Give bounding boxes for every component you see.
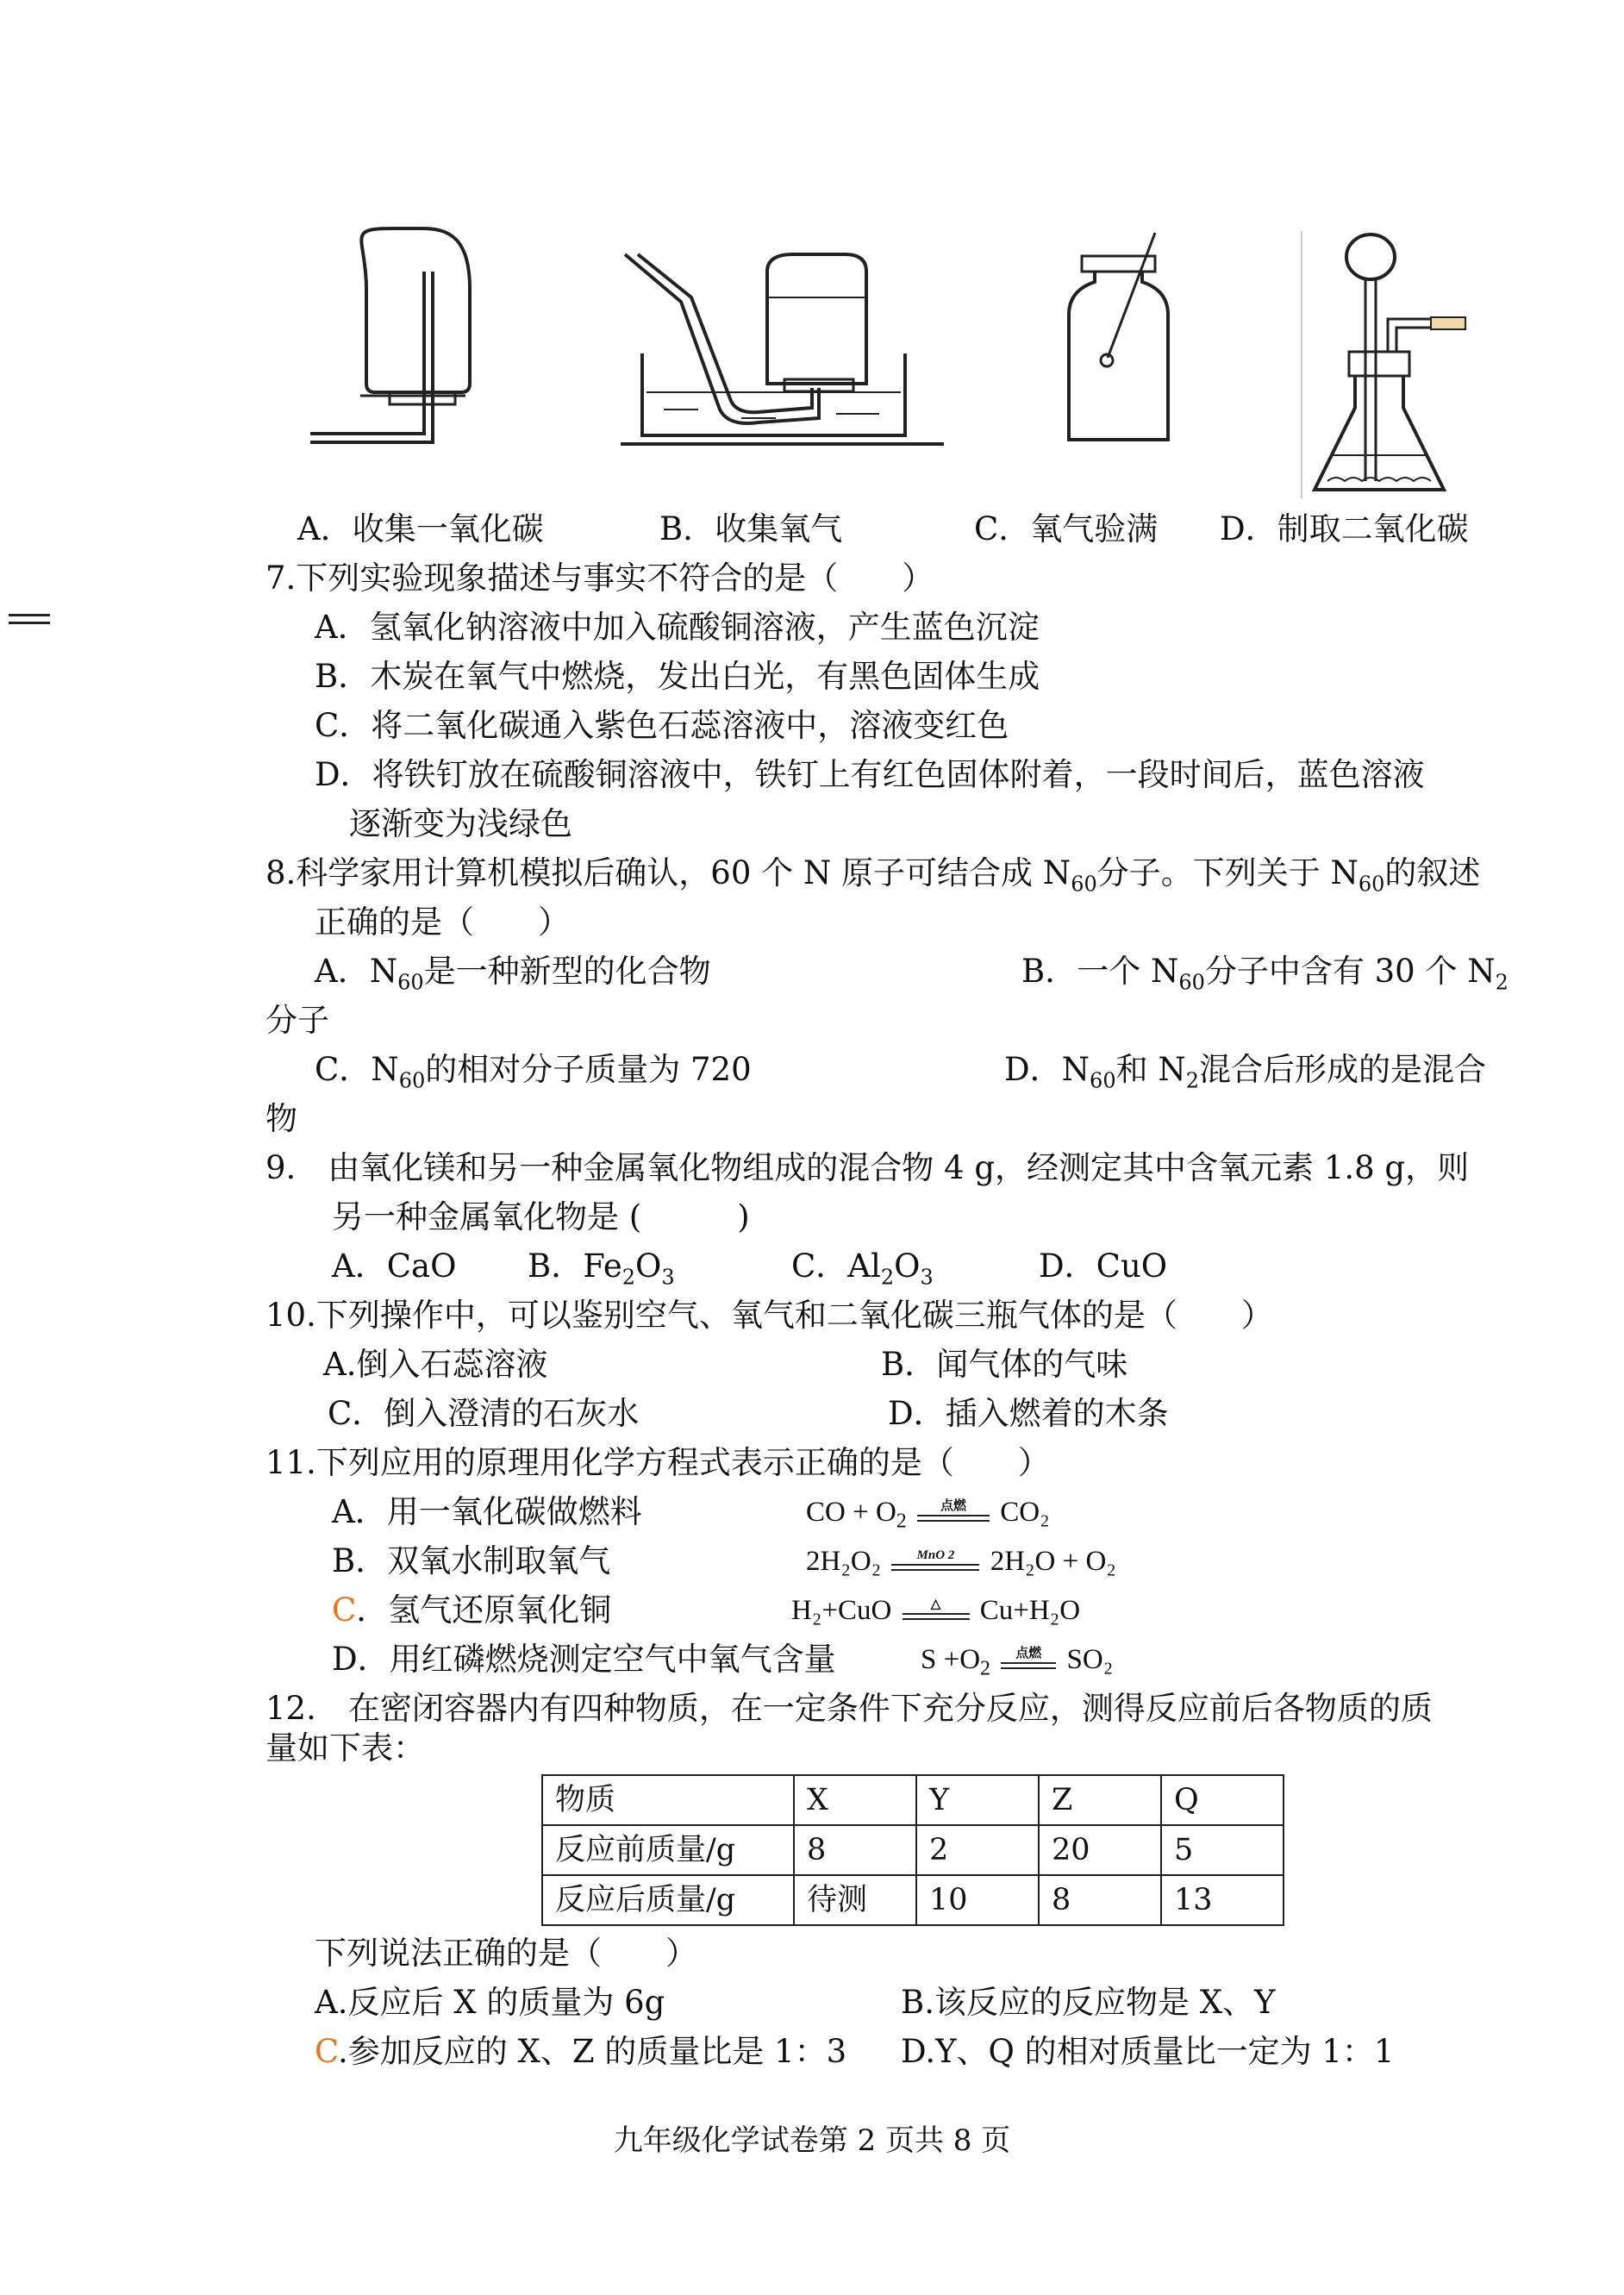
q11-equation-a: CO + $O_2$ 点燃 CO₂ [806,1497,1050,1533]
margin-binding-mark [9,614,50,624]
table-cell: 反应后质量/g [542,1875,794,1925]
q9-option-b: B．$Fe_2O_3$ [528,1248,675,1290]
q12-mass-table [541,1774,1284,1926]
figure-c-oxygen-full-test [1052,228,1181,466]
q10-option-d: D．插入燃着的木条 [888,1395,1169,1432]
q12-stem-line2: 量如下表： [265,1729,425,1767]
table-header-row [542,1775,1284,1825]
q12-prompt: 下列说法正确的是（ ） [315,1935,697,1972]
table-row [542,1875,1284,1925]
q8-stem-line2: 正确的是（ ） [315,904,570,941]
q12-option-c: C.参加反应的 X、Z 的质量比是 1：3 [315,2033,847,2070]
q11-equation-d: $S +O_2$ 点燃 SO₂ [921,1644,1114,1680]
q11-option-d: D．用红磷燃烧测定空气中氧气含量 [332,1641,836,1678]
caption-a: A．收集一氧化碳 [297,510,544,547]
table-header-cell: Z [1039,1775,1161,1825]
table-cell: 8 [1039,1875,1161,1925]
q8-stem-line1: 8.科学家用计算机模拟后确认，60 个 N 原子可结合成 $N_{60}$分子。下列关于 $N_{60}$的叙述 [265,854,1481,897]
q7-option-d-cont: 逐渐变为浅绿色 [349,805,572,842]
q7-option-c: C．将二氧化碳通入紫色石蕊溶液中，溶液变红色 [315,707,1009,744]
figure-b-collect-oxygen [621,250,948,471]
q9-option-d: D．CuO [1039,1248,1168,1285]
caption-c: C．氧气验满 [974,510,1159,547]
q12-option-d: D.Y、Q 的相对质量比一定为 1：1 [901,2033,1395,2070]
q10-stem: 10.下列操作中，可以鉴别空气、氧气和二氧化碳三瓶气体的是（ ） [265,1297,1273,1334]
q10-option-a: A.倒入石蕊溶液 [323,1346,548,1383]
q7-option-a: A．氢氧化钠溶液中加入硫酸铜溶液，产生蓝色沉淀 [315,609,1040,646]
table-header-cell: 物质 [542,1775,794,1825]
q11-stem: 11.下列应用的原理用化学方程式表示正确的是（ ） [265,1444,1050,1481]
q10-option-b: B．闻气体的气味 [881,1346,1128,1383]
table-header-cell: X [794,1775,916,1825]
figure-d-co2-generator [1302,222,1474,521]
table-cell: 20 [1039,1825,1161,1875]
q11-option-c: C．氢气还原氧化铜 [332,1591,612,1629]
q9-stem-line1: 9. 由氧化镁和另一种金属氧化物组成的混合物 4 g，经测定其中含氧元素 1.8 g，则 [265,1149,1470,1186]
q12-option-a: A.反应后 X 的质量为 6g [315,1984,665,2021]
table-row [542,1825,1284,1875]
q7-option-d: D．将铁钉放在硫酸铜溶液中，铁钉上有红色固体附着，一段时间后，蓝色溶液 [315,756,1425,793]
q8-option-b: B．一个 $N_{60}$分子中含有 30 个 $N_2$ [1021,953,1508,995]
figure-a-collect-co [293,220,491,466]
q8-option-d-wrap: 物 [265,1100,297,1137]
q9-stem-line2: 另一种金属氧化物是 ( ) [332,1198,750,1235]
table-header-cell: Y [916,1775,1039,1825]
table-cell: 13 [1161,1875,1284,1925]
table-cell: 10 [916,1875,1039,1925]
q12-option-b: B.该反应的反应物是 X、Y [901,1984,1276,2021]
q12-stem-line1: 12. 在密闭容器内有四种物质，在一定条件下充分反应，测得反应前后各物质的质 [265,1690,1433,1727]
q8-option-d: D．$N_{60}$和 $N_2$混合后形成的是混合 [1004,1051,1487,1093]
q8-option-c: C．$N_{60}$的相对分子质量为 720 [315,1051,752,1093]
q9-option-c: C．$Al_2O_3$ [791,1248,934,1290]
q7-stem: 7.下列实验现象描述与事实不符合的是（ ） [265,560,934,597]
caption-d: D．制取二氧化碳 [1220,510,1469,547]
caption-b: B．收集氧气 [659,510,843,547]
table-cell: 2 [916,1825,1039,1875]
table-cell: 反应前质量/g [542,1825,794,1875]
q7-option-b: B．木炭在氧气中燃烧，发出白光，有黑色固体生成 [315,658,1040,695]
q11-option-a: A．用一氧化碳做燃料 [332,1493,642,1530]
page-footer: 九年级化学试卷第 2 页共 8 页 [613,2123,1011,2158]
table-cell: 待测 [794,1875,916,1925]
q11-equation-b: 2H₂O₂ MnO 2 2H₂O + O₂ [806,1546,1116,1577]
q9-option-a: A．CaO [332,1248,457,1285]
table-header-cell: Q [1161,1775,1284,1825]
q8-option-a: A．$N_{60}$是一种新型的化合物 [315,953,711,995]
table-cell: 8 [794,1825,916,1875]
q11-option-b: B．双氧水制取氧气 [332,1542,611,1579]
table-cell: 5 [1161,1825,1284,1875]
q10-option-c: C．倒入澄清的石灰水 [328,1395,640,1432]
q8-option-b-wrap: 分子 [265,1002,329,1039]
q11-equation-c: H₂+CuO △ Cu+H₂O [791,1595,1081,1626]
